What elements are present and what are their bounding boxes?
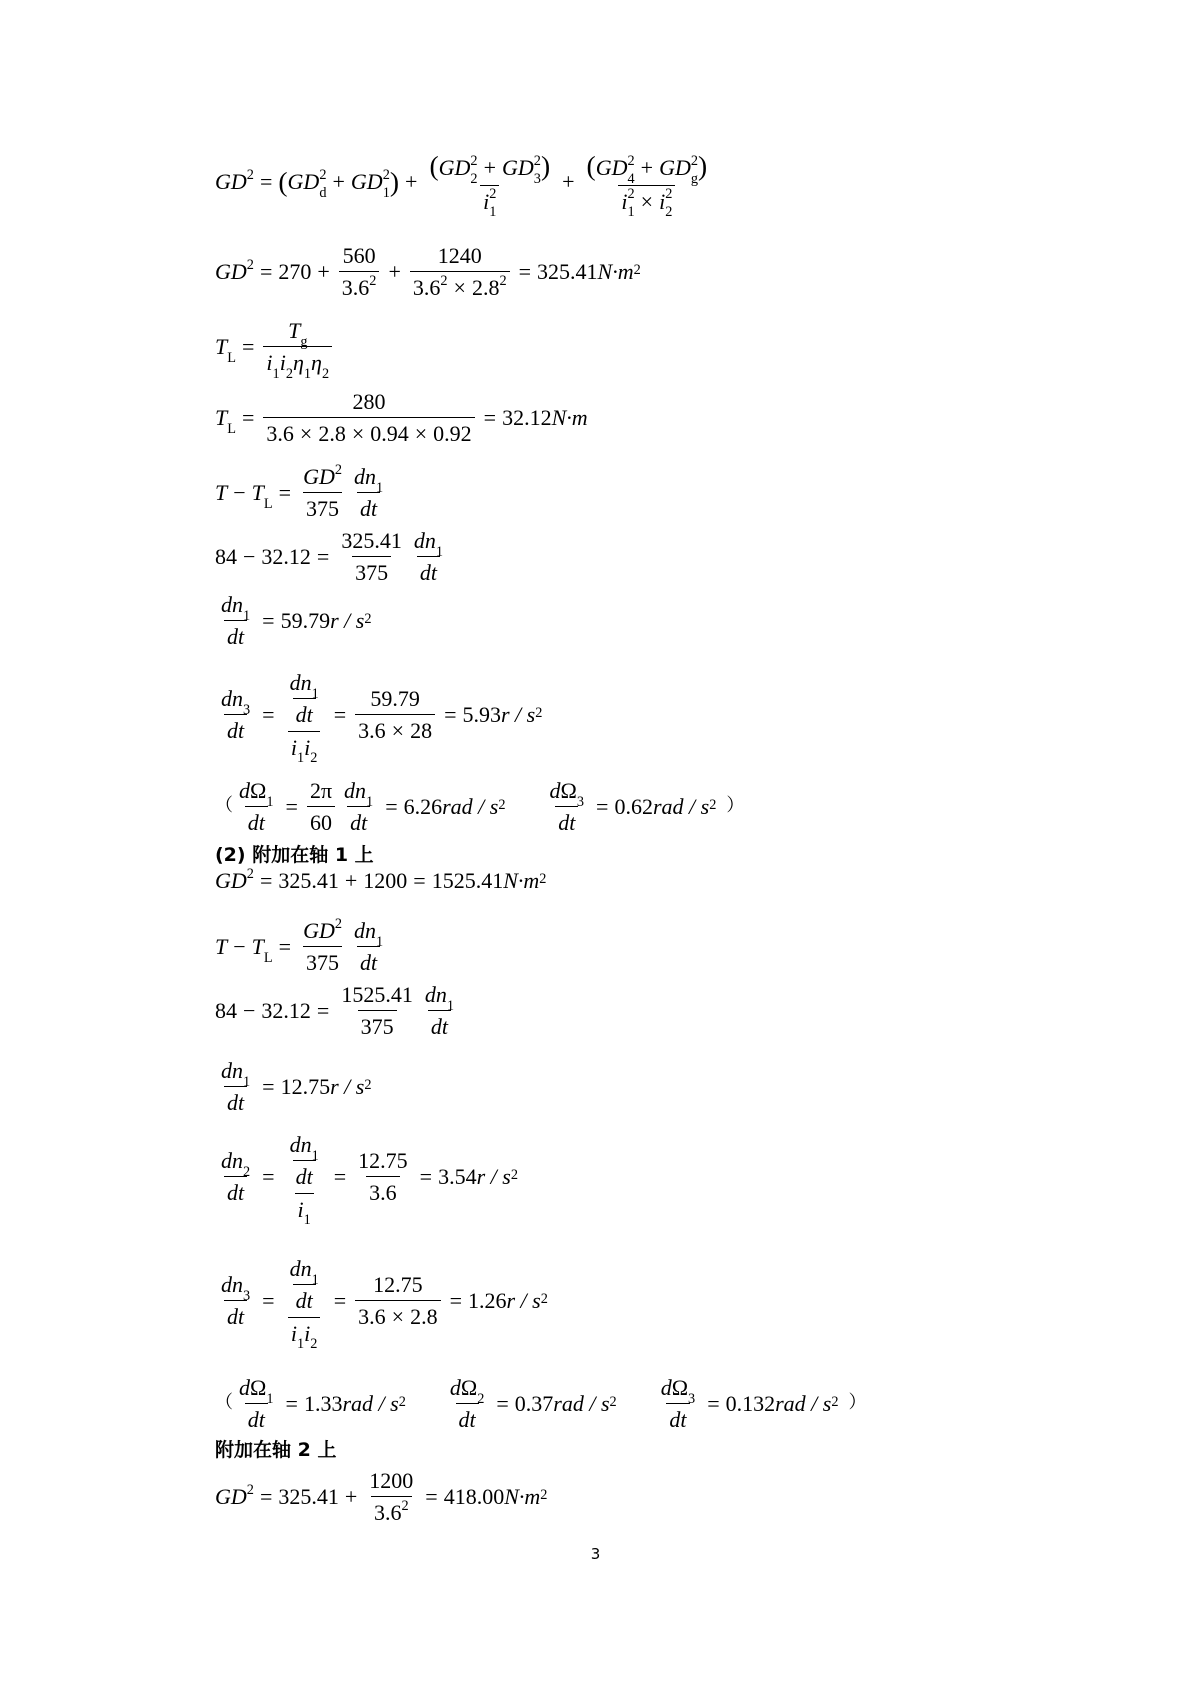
result-tl: 32.12 (502, 405, 552, 431)
equation-motion-formula-a: T − $T_L$ = $\frac{GD^2}{375}$ $\frac{dn_1}{dt}$ (215, 461, 384, 522)
value-tg: 280 (352, 389, 386, 414)
equation-dn3-result-a: $\frac{dn_3}{dt}$ = $\frac{\frac{dn_1}{dt}}{i_1i_2}$ = $\frac{59.79}{3.6 \times 28}$ = 5.93 r / s $^2$ (221, 670, 543, 767)
equation-gd2-axis1: $GD^2$ = 325.41 + 1200 = 1525.41 N·m $^2$ (215, 865, 547, 893)
value-gd-base: 270 (278, 259, 312, 285)
page-number: 3 (590, 1545, 601, 1563)
equation-dn2-result-b: $\frac{dn_2}{dt}$ = $\frac{\frac{dn_1}{dt}}{i_1}$ = $\frac{12.75}{3.6}$ = 3.54 r / s $^2$ (221, 1132, 518, 1229)
equation-dn1-result-b: $\frac{dn_1}{dt}$ = 12.75 r / s $^2$ (221, 1058, 372, 1116)
equation-omega-a: （ $\frac{d\Omega_1}{dt}$ = $\frac{2\pi}{60}$ $\frac{dn_1}{dt}$ = 6.26 rad / s $^2$ $\frac{d\Omega_3}{dt}$ = 0.62 rad / s $^2$ ） (215, 778, 745, 836)
result-omega3-b: 0.132 (725, 1391, 776, 1417)
equation-gd2-axis2: $GD^2$ = 325.41 + $\frac{1200}{3.6^2}$ = 418.00 N·m $^2$ (215, 1468, 548, 1526)
result-dn1-a: 59.79 (280, 608, 331, 634)
equation-gd2-numeric: $GD^2$ = 270 + $\frac{560}{3.6^2}$ + $\frac{1240}{3.6^2 \times 2.8^2}$ = 325.41 N·m $^2$ (215, 243, 641, 301)
equation-dn3-result-b: $\frac{dn_3}{dt}$ = $\frac{\frac{dn_1}{dt}}{i_1i_2}$ = $\frac{12.75}{3.6 \times 2.8}$ = 1.26 r / s $^2$ (221, 1256, 548, 1353)
value-560: 560 (342, 243, 376, 268)
result-gd-418: 418.00 (443, 1484, 505, 1510)
equation-gd2-formula: $GD^2$ = ( $GD^2_d$ + $GD^2_1$ ) + $\frac{(GD^2_2 + GD^2_3)}{i^2_1}$ + $\frac{(GD^2_4 + GD^2_g)}{i^2_1 \times i^2_2}$ (215, 150, 708, 221)
result-gd-325: 325.41 (537, 259, 598, 285)
result-omega1-a: 6.26 (403, 794, 443, 820)
result-dn1-b: 12.75 (280, 1074, 331, 1100)
equation-motion-numeric-b: 84 − 32.12 = $\frac{1525.41}{375}$ $\frac{dn_1}{dt}$ (215, 982, 454, 1040)
result-dn3-b: 1.26 (468, 1288, 507, 1314)
result-gd-1525: 1525.41 (431, 868, 504, 893)
equation-omega-b: （ $\frac{d\Omega_1}{dt}$ = 1.33 rad / s $^2$ $\frac{d\Omega_2}{dt}$ = 0.37 rad / s $^2$ $\frac{d\Omega_3}{dt}$ = 0.132 rad / s $^2$ ） (215, 1375, 867, 1433)
equation-motion-numeric-a: 84 − 32.12 = $\frac{325.41}{375}$ $\frac{dn_1}{dt}$ (215, 528, 443, 586)
value-1240: 1240 (437, 243, 482, 268)
result-dn3-a: 5.93 (462, 702, 501, 728)
result-omega3-a: 0.62 (614, 794, 653, 820)
result-omega2-b: 0.37 (514, 1391, 554, 1417)
section-heading-axis2: 附加在轴 2 上 (215, 1439, 337, 1461)
result-dn2-b: 3.54 (438, 1164, 477, 1190)
equation-tl-formula: $T_L$ = $\frac{T_g}{i_1i_2\eta_1\eta_2}$ (215, 318, 335, 376)
section-heading-axis1: (2) 附加在轴 1 上 (215, 844, 374, 866)
result-omega1-b: 1.33 (303, 1391, 343, 1417)
equation-tl-numeric: $T_L$ = $\frac{280}{3.6 \times 2.8 \times 0.94 \times 0.92}$ = 32.12 N·m (215, 389, 588, 447)
equation-motion-formula-b: T − $T_L$ = $\frac{GD^2}{375}$ $\frac{dn_1}{dt}$ (215, 915, 384, 976)
equation-dn1-result-a: $\frac{dn_1}{dt}$ = 59.79 r / s $^2$ (221, 592, 372, 650)
